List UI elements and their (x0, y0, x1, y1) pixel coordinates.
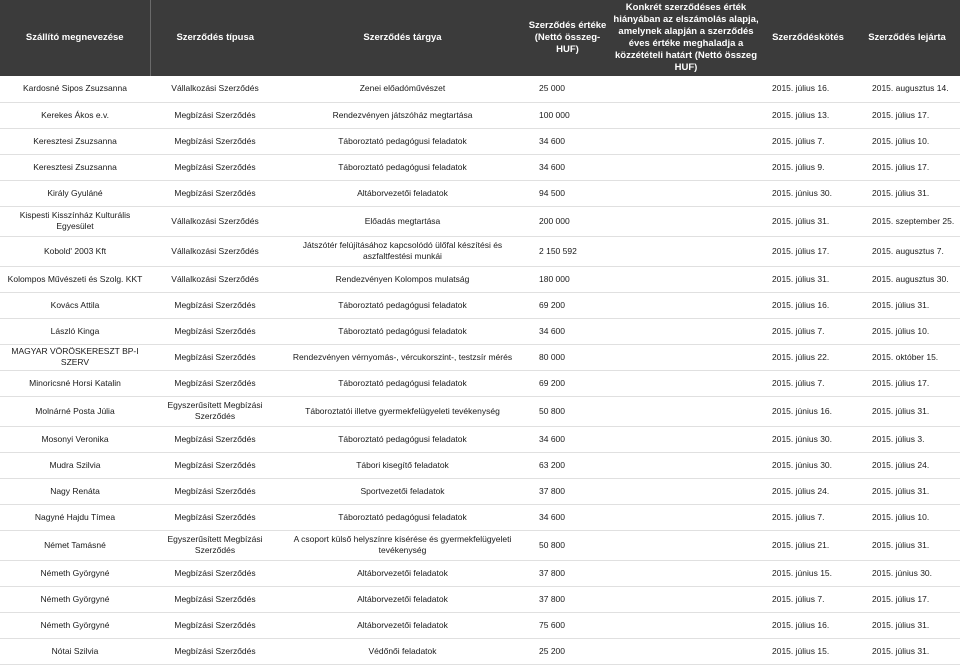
contract-type-cell: Megbízási Szerződés (150, 344, 280, 370)
expiry-date-cell: 2015. július 31. (854, 612, 960, 638)
contract-value-cell: 200 000 (525, 206, 610, 236)
signed-date-cell: 2015. június 15. (762, 560, 854, 586)
contract-type-cell: Megbízási Szerződés (150, 478, 280, 504)
contract-type-cell: Megbízási Szerződés (150, 638, 280, 664)
supplier-cell: Kardosné Sipos Zsuzsanna (0, 76, 150, 102)
header-contract-type: Szerződés típusa (150, 0, 280, 76)
contract-subject-cell: A csoport külső helyszínre kísérése és gyermekfelügyeleti tevékenység (280, 530, 525, 560)
signed-date-cell: 2015. július 9. (762, 154, 854, 180)
supplier-cell: Nótai Szilvia (0, 638, 150, 664)
contract-type-cell: Megbízási Szerződés (150, 128, 280, 154)
contract-type-cell: Megbízási Szerződés (150, 612, 280, 638)
contract-type-cell: Megbízási Szerződés (150, 154, 280, 180)
contract-value-cell: 50 800 (525, 530, 610, 560)
contract-type-cell: Vállalkozási Szerződés (150, 76, 280, 102)
signed-date-cell: 2015. július 7. (762, 586, 854, 612)
contract-subject-cell: Altáborvezetői feladatok (280, 586, 525, 612)
supplier-cell: Kerekes Ákos e.v. (0, 102, 150, 128)
supplier-cell: Nagyné Hajdu Tímea (0, 504, 150, 530)
table-row (0, 504, 960, 530)
table-row (0, 236, 960, 266)
table-row (0, 586, 960, 612)
contract-value-cell: 25 200 (525, 638, 610, 664)
contract-type-cell: Megbízási Szerződés (150, 452, 280, 478)
contract-subject-cell: Táboroztató pedagógusi feladatok (280, 426, 525, 452)
table-row (0, 318, 960, 344)
contract-value-cell: 69 200 (525, 292, 610, 318)
supplier-cell: Keresztesi Zsuzsanna (0, 154, 150, 180)
signed-date-cell: 2015. július 7. (762, 128, 854, 154)
signed-date-cell: 2015. július 7. (762, 318, 854, 344)
settlement-basis-cell (610, 504, 762, 530)
expiry-date-cell: 2015. július 17. (854, 102, 960, 128)
expiry-date-cell: 2015. július 31. (854, 292, 960, 318)
contract-value-cell: 80 000 (525, 344, 610, 370)
supplier-cell: Németh Györgyné (0, 560, 150, 586)
contract-subject-cell: Táboroztató pedagógusi feladatok (280, 318, 525, 344)
supplier-cell: Keresztesi Zsuzsanna (0, 128, 150, 154)
supplier-cell: Kispesti Kisszínház Kulturális Egyesület (0, 206, 150, 236)
header-settlement-basis: Konkrét szerződéses érték hiányában az elszámolás alapja, amelynek alapján a szerződés éves értéke meghaladja a közzétételi határt (Nettó összeg HUF) (610, 0, 762, 76)
settlement-basis-cell (610, 206, 762, 236)
contract-value-cell: 25 000 (525, 76, 610, 102)
supplier-cell: Kobold' 2003 Kft (0, 236, 150, 266)
contract-subject-cell: Tábori kisegítő feladatok (280, 452, 525, 478)
supplier-cell: Németh Györgyné (0, 586, 150, 612)
table-row (0, 292, 960, 318)
supplier-cell: Minoricsné Horsi Katalin (0, 370, 150, 396)
contract-value-cell: 75 600 (525, 612, 610, 638)
expiry-date-cell: 2015. július 17. (854, 370, 960, 396)
expiry-date-cell: 2015. július 10. (854, 128, 960, 154)
expiry-date-cell: 2015. szeptember 25. (854, 206, 960, 236)
contract-type-cell: Megbízási Szerződés (150, 504, 280, 530)
table-row (0, 560, 960, 586)
signed-date-cell: 2015. június 30. (762, 426, 854, 452)
contract-subject-cell: Altáborvezetői feladatok (280, 180, 525, 206)
contract-type-cell: Vállalkozási Szerződés (150, 236, 280, 266)
expiry-date-cell: 2015. július 31. (854, 530, 960, 560)
signed-date-cell: 2015. július 24. (762, 478, 854, 504)
supplier-cell: Nagy Renáta (0, 478, 150, 504)
contract-value-cell: 2 150 592 (525, 236, 610, 266)
table-row (0, 154, 960, 180)
contract-type-cell: Megbízási Szerződés (150, 292, 280, 318)
contract-value-cell: 34 600 (525, 504, 610, 530)
contract-value-cell: 34 600 (525, 154, 610, 180)
settlement-basis-cell (610, 586, 762, 612)
contract-value-cell: 63 200 (525, 452, 610, 478)
supplier-cell: Kovács Attila (0, 292, 150, 318)
contract-type-cell: Megbízási Szerződés (150, 370, 280, 396)
settlement-basis-cell (610, 154, 762, 180)
supplier-cell: MAGYAR VÖRÖSKERESZT BP-I SZERV (0, 344, 150, 370)
expiry-date-cell: 2015. augusztus 30. (854, 266, 960, 292)
table-row (0, 206, 960, 236)
settlement-basis-cell (610, 236, 762, 266)
expiry-date-cell: 2015. július 10. (854, 504, 960, 530)
settlement-basis-cell (610, 452, 762, 478)
contract-subject-cell: Rendezvényen vérnyomás-, vércukorszint-, testzsír mérés (280, 344, 525, 370)
contract-value-cell: 37 800 (525, 478, 610, 504)
table-row (0, 102, 960, 128)
contract-subject-cell: Előadás megtartása (280, 206, 525, 236)
signed-date-cell: 2015. július 31. (762, 206, 854, 236)
settlement-basis-cell (610, 612, 762, 638)
signed-date-cell: 2015. június 16. (762, 396, 854, 426)
contract-subject-cell: Játszótér felújításához kapcsolódó ülőfal készítési és aszfaltfestési munkái (280, 236, 525, 266)
contract-value-cell: 37 800 (525, 560, 610, 586)
table-row (0, 530, 960, 560)
expiry-date-cell: 2015. július 31. (854, 396, 960, 426)
expiry-date-cell: 2015. június 30. (854, 560, 960, 586)
table-row (0, 76, 960, 102)
contract-subject-cell: Táboroztató pedagógusi feladatok (280, 154, 525, 180)
contract-type-cell: Vállalkozási Szerződés (150, 266, 280, 292)
contract-subject-cell: Rendezvényen Kolompos mulatság (280, 266, 525, 292)
table-row (0, 180, 960, 206)
signed-date-cell: 2015. június 30. (762, 180, 854, 206)
signed-date-cell: 2015. július 16. (762, 292, 854, 318)
contract-value-cell: 34 600 (525, 426, 610, 452)
contract-value-cell: 69 200 (525, 370, 610, 396)
table-row (0, 396, 960, 426)
table-row (0, 426, 960, 452)
expiry-date-cell: 2015. július 10. (854, 318, 960, 344)
contract-subject-cell: Védőnői feladatok (280, 638, 525, 664)
table-row (0, 612, 960, 638)
settlement-basis-cell (610, 128, 762, 154)
contract-type-cell: Megbízási Szerződés (150, 180, 280, 206)
table-row (0, 128, 960, 154)
expiry-date-cell: 2015. július 31. (854, 638, 960, 664)
supplier-cell: Király Gyuláné (0, 180, 150, 206)
signed-date-cell: 2015. július 7. (762, 370, 854, 396)
supplier-cell: László Kinga (0, 318, 150, 344)
header-row (0, 0, 960, 76)
contract-type-cell: Megbízási Szerződés (150, 318, 280, 344)
settlement-basis-cell (610, 638, 762, 664)
signed-date-cell: 2015. július 16. (762, 612, 854, 638)
signed-date-cell: 2015. július 13. (762, 102, 854, 128)
contract-value-cell: 34 600 (525, 318, 610, 344)
contract-value-cell: 94 500 (525, 180, 610, 206)
contract-subject-cell: Zenei előadóművészet (280, 76, 525, 102)
contract-subject-cell: Altáborvezetői feladatok (280, 560, 525, 586)
table-row (0, 344, 960, 370)
contract-subject-cell: Altáborvezetői feladatok (280, 612, 525, 638)
signed-date-cell: 2015. július 16. (762, 76, 854, 102)
settlement-basis-cell (610, 180, 762, 206)
settlement-basis-cell (610, 76, 762, 102)
settlement-basis-cell (610, 344, 762, 370)
signed-date-cell: 2015. július 15. (762, 638, 854, 664)
expiry-date-cell: 2015. július 17. (854, 154, 960, 180)
signed-date-cell: 2015. július 31. (762, 266, 854, 292)
contract-subject-cell: Sportvezetői feladatok (280, 478, 525, 504)
signed-date-cell: 2015. július 22. (762, 344, 854, 370)
settlement-basis-cell (610, 266, 762, 292)
settlement-basis-cell (610, 530, 762, 560)
table-body (0, 76, 960, 664)
supplier-cell: Németh Györgyné (0, 612, 150, 638)
settlement-basis-cell (610, 396, 762, 426)
expiry-date-cell: 2015. július 17. (854, 586, 960, 612)
signed-date-cell: 2015. július 7. (762, 504, 854, 530)
contract-subject-cell: Táboroztató pedagógusi feladatok (280, 504, 525, 530)
contract-type-cell: Egyszerűsített Megbízási Szerződés (150, 530, 280, 560)
contract-value-cell: 34 600 (525, 128, 610, 154)
expiry-date-cell: 2015. október 15. (854, 344, 960, 370)
expiry-date-cell: 2015. augusztus 14. (854, 76, 960, 102)
supplier-cell: Molnárné Posta Júlia (0, 396, 150, 426)
supplier-cell: Mosonyi Veronika (0, 426, 150, 452)
settlement-basis-cell (610, 102, 762, 128)
supplier-cell: Mudra Szilvia (0, 452, 150, 478)
contract-subject-cell: Táboroztató pedagógusi feladatok (280, 370, 525, 396)
header-signed-date: Szerződéskötés (762, 0, 854, 76)
contract-subject-cell: Rendezvényen játszóház megtartása (280, 102, 525, 128)
settlement-basis-cell (610, 318, 762, 344)
settlement-basis-cell (610, 560, 762, 586)
settlement-basis-cell (610, 292, 762, 318)
supplier-cell: Német Tamásné (0, 530, 150, 560)
contract-subject-cell: Táboroztató pedagógusi feladatok (280, 128, 525, 154)
contract-subject-cell: Táboroztatói illetve gyermekfelügyeleti tevékenység (280, 396, 525, 426)
table-row (0, 370, 960, 396)
contract-value-cell: 50 800 (525, 396, 610, 426)
settlement-basis-cell (610, 478, 762, 504)
header-supplier: Szállító megnevezése (0, 0, 150, 76)
signed-date-cell: 2015. június 30. (762, 452, 854, 478)
settlement-basis-cell (610, 370, 762, 396)
table-row (0, 478, 960, 504)
table-header (0, 0, 960, 76)
contract-subject-cell: Táboroztató pedagógusi feladatok (280, 292, 525, 318)
table-row (0, 266, 960, 292)
contract-value-cell: 37 800 (525, 586, 610, 612)
expiry-date-cell: 2015. július 31. (854, 478, 960, 504)
expiry-date-cell: 2015. július 31. (854, 180, 960, 206)
header-contract-value: Szerződés értéke (Nettó összeg-HUF) (525, 0, 610, 76)
header-contract-subject: Szerződés tárgya (280, 0, 525, 76)
contract-type-cell: Megbízási Szerződés (150, 560, 280, 586)
contract-type-cell: Megbízási Szerződés (150, 586, 280, 612)
settlement-basis-cell (610, 426, 762, 452)
contract-type-cell: Megbízási Szerződés (150, 102, 280, 128)
expiry-date-cell: 2015. augusztus 7. (854, 236, 960, 266)
expiry-date-cell: 2015. július 24. (854, 452, 960, 478)
table-row (0, 638, 960, 664)
header-expiry-date: Szerződés lejárta (854, 0, 960, 76)
contract-value-cell: 180 000 (525, 266, 610, 292)
contract-type-cell: Megbízási Szerződés (150, 426, 280, 452)
contract-type-cell: Egyszerűsített Megbízási Szerződés (150, 396, 280, 426)
expiry-date-cell: 2015. július 3. (854, 426, 960, 452)
supplier-cell: Kolompos Művészeti és Szolg. KKT (0, 266, 150, 292)
contract-value-cell: 100 000 (525, 102, 610, 128)
signed-date-cell: 2015. július 21. (762, 530, 854, 560)
signed-date-cell: 2015. július 17. (762, 236, 854, 266)
table-row (0, 452, 960, 478)
contract-type-cell: Vállalkozási Szerződés (150, 206, 280, 236)
